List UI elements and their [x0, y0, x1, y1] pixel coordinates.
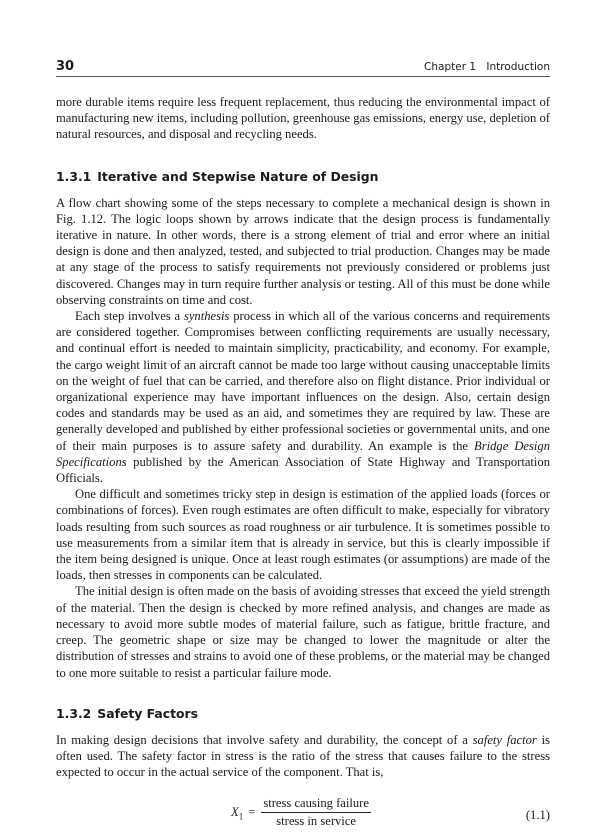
emphasis-safety-factor: safety factor	[472, 732, 537, 747]
document-page	[56, 56, 550, 836]
section-number: 1.3.2	[56, 705, 92, 721]
running-header	[56, 56, 550, 77]
paragraph-initial-design: The initial design is often made on the basis of avoiding stresses that exceed the yield strength of the material. Then the design is checked by more refined analysis, and changes are made as necessary to avoid more subtle modes of material failure, such as fatigue, brittle fracture, and creep. The geometric shape or size may be changed to lower the magnitude or alter the distribution of stresses and strains to avoid one of these problems, or the material may be changed to one more suitable to resist a particular failure mode.	[56, 584, 550, 680]
page-number: 30	[56, 59, 75, 74]
symbol-x: X	[231, 804, 239, 819]
equation-body	[231, 796, 371, 829]
equation-1-1	[56, 796, 550, 836]
section-heading-1-3-1	[56, 169, 550, 185]
chapter-title: Introduction	[486, 61, 550, 73]
section-title: Safety Factors	[97, 705, 199, 721]
text-run: is often used. The safety factor in stress is the ratio of the stress that causes failure to the stress expected to occur in the actual service of the component. That is,	[56, 732, 550, 780]
equation-lhs	[231, 805, 243, 822]
section-number: 1.3.1	[56, 168, 92, 184]
equals-sign: =	[248, 805, 256, 820]
text-run: Each step involves a	[75, 309, 184, 324]
intro-paragraph: more durable items require less frequent replacement, thus reducing the environmental impact of manufacturing new items, including pollution, greenhouse gas emissions, energy use, depletion of natural resources, and disposal and recycling needs.	[56, 95, 550, 142]
emphasis-bridge-design-specifications: Bridge Design Specifications	[56, 438, 550, 469]
numerator: stress causing failure	[261, 796, 371, 813]
chapter-heading	[424, 60, 550, 74]
equation-number: (1.1)	[525, 808, 550, 823]
text-run: process in which all of the various concerns and requirements are considered together. Compromises between conflicting requirements are usually necessary, and continual effort is needed to maintain simplicity, practicability, and economy. For example, the cargo weight limit of an aircraft cannot be made too large without causing unacceptable limits on the weight of fuel that can be carried, and therefore also on flight distance. Prior individual or organizational experience may have important influences on the design. Also, certain design codes and standards may be used as an aid, and sometimes they are required by law. These are generally developed and published by either professional societies or governmental units, and one of their main purposes is to assure safety and durability. An example is the	[56, 309, 550, 453]
text-run: published by the American Association of State Highway and Transportation Officials.	[56, 454, 550, 486]
subscript: 1	[238, 811, 244, 822]
emphasis-synthesis: synthesis	[183, 309, 230, 324]
paragraph-flow-chart: A flow chart showing some of the steps necessary to complete a mechanical design is shown in Fig. 1.12. The logic loops shown by arrows indicate that the design process is fundamentally iterative in nature. In other words, there is a strong element of trial and error where an initial design is done and then analyzed, tested, and subjected to trial production. Changes may be made at any stage of the process to satisfy requirements not previously considered or problems just discovered. Changes may in turn require further analysis or testing. All of this must be done while observing constraints on time and cost.	[56, 195, 550, 307]
paragraph-safety-factor	[56, 732, 550, 781]
denominator: stress in service	[276, 814, 356, 829]
section-heading-1-3-2	[56, 706, 550, 722]
text-run: In making design decisions that involve safety and durability, the concept of a	[56, 732, 473, 747]
chapter-number: 1	[469, 61, 477, 73]
chapter-word: Chapter	[424, 61, 467, 73]
fraction	[261, 796, 371, 829]
paragraph-synthesis	[56, 308, 550, 486]
paragraph-loads: One difficult and sometimes tricky step in design is estimation of the applied loads (forces or combinations of forces). Even rough estimates are often difficult to make, especially for vibratory loads resulting from such sources as road roughness or air turbulence. It is sometimes possible to use measurements from a similar item that is already in service, but this is clearly impossible if the item being designed is unique. Once at least rough estimates (or assumptions) are made of the loads, then stresses in components can be calculated.	[56, 487, 550, 583]
section-title: Iterative and Stepwise Nature of Design	[97, 168, 379, 184]
